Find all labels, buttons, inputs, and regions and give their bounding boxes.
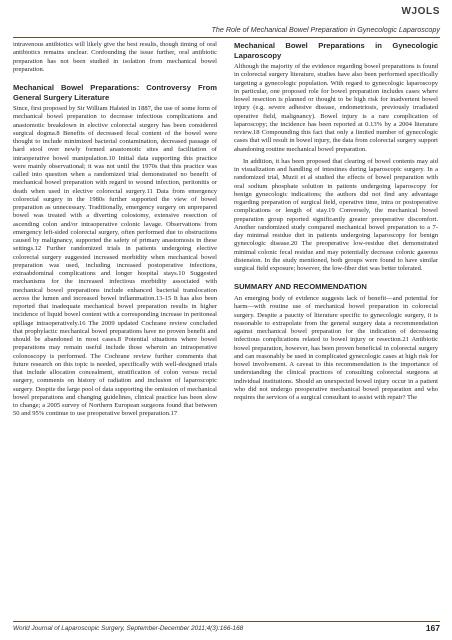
header-rule (13, 37, 440, 38)
body-paragraph: Since, first proposed by Sir William Halsted in 1887, the use of some form of mechanical bowel preparation to decrease infectious complications and anastomotic breakdown in elective colorectal surgery has been considered surgical dogma.8 Benefits of decreased fecal content of the bowel were thought to include minimized bacterial contamination, decreased passage of hard stool over newly formed anastomotic sites and facilitation of intraoperative bowel manipulation.10 Initial data supporting this practice were mainly observational; it was not until the 1970s that this practice was called into question when a randomized trial demonstrated no benefit of mechanical bowel preparation with regard to wound infection, peritonitis or death when used in elective colorectal surgery.11 Data from emergency colorectal surgery in the 1980s further supported the view of bowel preparation as unnecessary. Traditionally, emergency surgery on unprepared bowel was treated with a diverting colostomy, extensive resection of ascending colon and/or intraoperative colonic lavage. Observations from emergency left-sided colorectal surgery, often performed due to obstructions caused by malignancy, supported the safety of primary anastomosis in these settings.12 Further randomized trials in patients undergoing elective colorectal surgery suggested increased morbidity when mechanical bowel preparation was used, including increased postoperative infections, extraabdominal complications and longer hospital stays.10 Suggested mechanisms for the increased infectious morbidity associated with mechanical bowel preparations include enhanced bacterial translocation across the lumen and increased bowel inflammation.13-15 It has also been reported that inadequate mechanical bowel preparation results in higher incidence of liquid bowel content with a corresponding increase in peritoneal spillage intraoperatively.16 The 2009 updated Cochrane review concluded that prophylactic mechanical bowel preparations have no proven benefit and should be abandoned in most cases.8 Potential situations where bowel preparations may remain useful include those wherein an intraoperative colonoscopy is performed. The Cochrane review further comments that future research on this topic is needed, specifically with well-designed trials that include allocation concealment, stratification of colon versus rectal surgery, comments on history of radiation and inclusion of laparoscopic surgery. Despite the large pool of data supporting the omission of mechanical bowel preparations and changing guidelines, clinical practice has been slow to change; a 2005 survey of Northern European surgeons found that between 50 and 95% continue to use preoperative bowel preparation.17 (13, 105, 217, 418)
section-heading-gyn-laparoscopy: Mechanical Bowel Preparations in Gynecologic Laparoscopy (234, 41, 438, 60)
intro-paragraph: intravenous antibiotics will likely give the best results, though timing of oral antibiotics remains unclear. Confounding the issue further, oral antibiotic preparation has not been studied in isolation from mechanical bowel preparation. (13, 41, 217, 73)
footer-citation: World Journal of Laparoscopic Surgery, September-December 2011;4(3):166-168 (13, 625, 244, 632)
right-column (234, 41, 438, 402)
body-paragraph: In addition, it has been proposed that clearing of bowel contents may aid in visualization and handling of intestines during laparoscopic surgery. In a randomized trial, Muzii et al studied the effects of bowel preparation with oral sodium phosphate solution in patients undergoing laparoscopy for benign gynecologic indications; the authors did not find any advantage regarding preparation of surgical field, operative time, intra or postoperative complications or length of stay.19 Conversely, the mechanical bowel preparation group reported significantly greater preoperative discomfort. Another randomized study compared mechanical bowel preparation to a 7-day minimal residue diet in patients undergoing laparoscopy for benign gynecologic disease.20 The preoperative low-residue diet demonstrated minimal colonic fecal residue and may potentially decrease colonic gaseous distension. In the study mentioned, both groups were found to have similar surgical field exposure; however, the low-fiber diet was better tolerated. (234, 157, 438, 273)
body-paragraph: Although the majority of the evidence regarding bowel preparations is found in colorectal surgery literature, studies have also been performed specifically targeting a gynecologic population. With regard to gynecologic laparoscopy in particular, one proposed role for bowel preparation includes cases where bowel resection is planned or thought to be high risk for inadvertent bowel injury (e.g. severe adhesive disease, endometriosis, previously irradiated operative field, malignancy). Bowel injury is a rare complication of laparoscopy; the incidence has been reported at 0.13% by a 2004 literature review.18 Compounding this fact that only a limited number of gynecologic cases that will result in bowel injury, the data from colorectal surgery support abandoning routine mechanical bowel preparation. (234, 63, 438, 153)
journal-logo: WJOLS (401, 6, 440, 17)
body-paragraph: An emerging body of evidence suggests lack of benefit—and potential for harm—with routine use of mechanical bowel preparation in colorectal surgery. Despite a paucity of literature specific to gynecologic surgery, it is reasonable to extrapolate from the general surgery data a recommendation against mechanical bowel preparation for the indication of decreasing infectious complications related to bowel injury or resection.21 Antibiotic bowel preparation, however, has been proven beneficial in colorectal surgery and can reasonably be used in complicated gynecologic cases at high risk for bowel involvement. A caveat to this recommendation is the importance of understanding the clinical practices of consulting colorectal surgeons at individual institutions. Should an unexpected bowel injury occur in a patient who did not undergo preoperative mechanical bowel preparation and who requires the services of a surgical consultant to assist with repair? The (234, 295, 438, 402)
footer-rule (13, 621, 440, 622)
page-number: 167 (425, 623, 440, 633)
section-heading-controversy: Mechanical Bowel Preparations: Controversy From General Surgery Literature (13, 83, 217, 102)
running-title: The Role of Mechanical Bowel Preparation in Gynecologic Laparoscopy (211, 25, 440, 34)
section-heading-summary: SUMMARY AND RECOMMENDATION (234, 282, 367, 292)
left-column (13, 41, 217, 419)
